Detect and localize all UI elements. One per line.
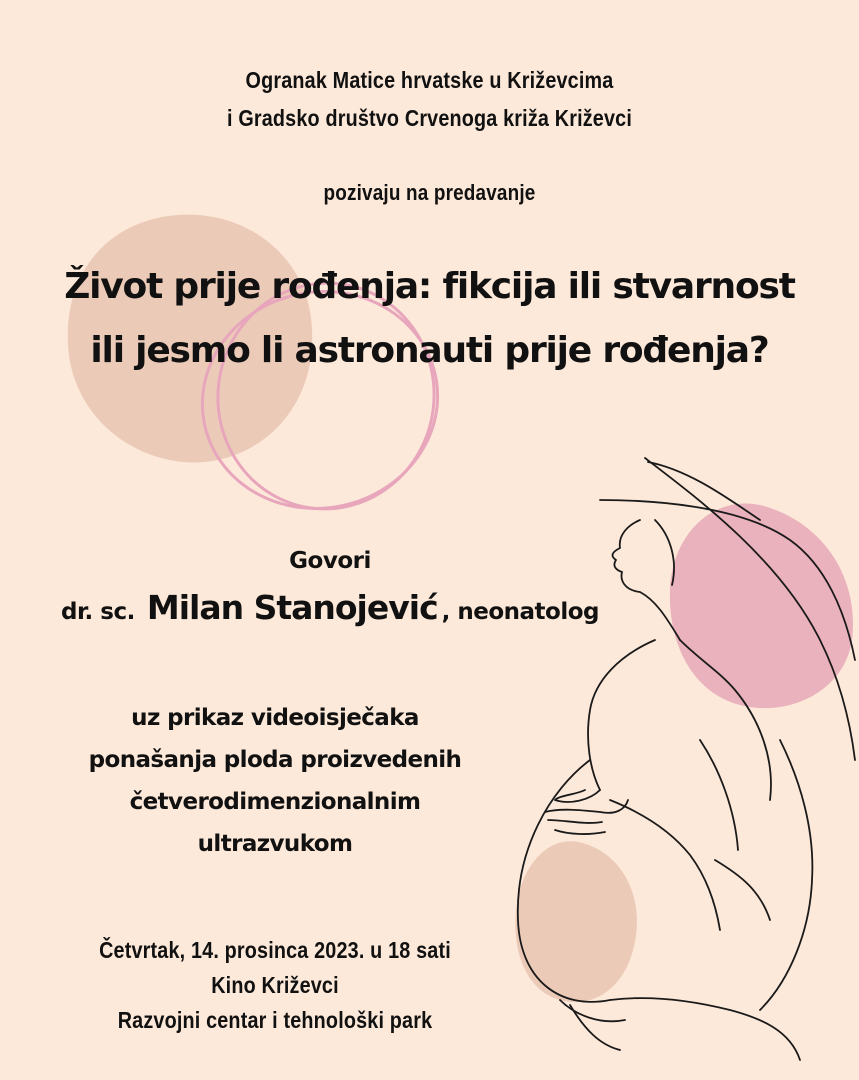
beige-blob-belly	[515, 841, 637, 1002]
invitation-text: pozivaju na predavanje	[323, 180, 536, 205]
description-line-1: uz prikaz videoisječaka	[131, 705, 419, 731]
organizer-line-1: Ogranak Matice hrvatske u Križevcima	[245, 67, 614, 93]
speaker-line	[0, 588, 660, 627]
speaker-title-prefix: dr. sc.	[61, 599, 135, 625]
pink-blob-right	[670, 503, 853, 708]
organizer-line-2: i Gradsko društvo Crvenoga križa Križevci	[226, 105, 632, 131]
lecture-title-line-2: ili jesmo li astronauti prije rođenja?	[90, 330, 769, 371]
speaker-intro: Govori	[289, 548, 371, 574]
lecture-title-line-1: Život prije rođenja: fikcija ili stvarnost	[64, 266, 795, 307]
event-venue-detail: Razvojni centar i tehnološki park	[117, 1007, 433, 1033]
description-line-2: ponašanja ploda proizvedenih	[88, 747, 462, 773]
description-line-3: četverodimenzionalnim	[129, 789, 421, 815]
description-line-4: ultrazvukom	[197, 831, 353, 857]
event-venue: Kino Križevci	[211, 972, 339, 998]
speaker-name: Milan Stanojević	[146, 588, 438, 627]
event-date-time: Četvrtak, 14. prosinca 2023. u 18 sati	[99, 937, 451, 963]
speaker-profession: , neonatolog	[441, 599, 599, 625]
